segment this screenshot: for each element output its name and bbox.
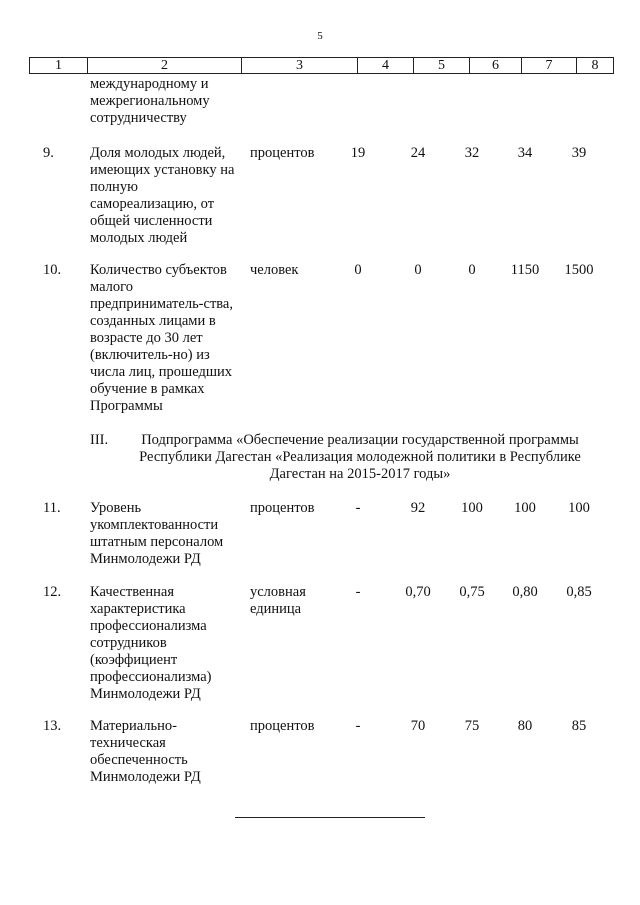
indicator-name: Количество субъектов малого предприниматель-ства, созданных лицами в возрасте до 30 лет (включитель-но) из числа лиц, прошедших обучение в рамках Программы: [90, 262, 233, 414]
header-col-7: 7: [522, 58, 577, 74]
row-number: 12.: [43, 584, 62, 600]
header-col-1: 1: [30, 58, 88, 74]
value-col-4: -: [355, 718, 361, 734]
value-col-6: 0: [468, 262, 476, 278]
value-col-5: 92: [410, 500, 426, 516]
value-col-5: 0,70: [405, 584, 431, 600]
header-col-8: 8: [577, 58, 614, 74]
page-number: 5: [317, 30, 323, 42]
subprogram-heading: [60, 432, 600, 483]
subprogram-title: Подпрограмма «Обеспечение реализации государственной программы Республики Дагестан «Реализация молодежной политики в Республике Дагестан на 2015-2017 годы»: [139, 432, 581, 482]
indicator-name: Качественная характеристика профессионализма сотрудников (коэффициент профессионализма) Минмолодежи РД: [90, 584, 212, 702]
header-col-2: 2: [88, 58, 242, 74]
value-col-4: -: [355, 500, 361, 516]
value-col-8: 1500: [564, 262, 594, 278]
value-col-7: 80: [517, 718, 533, 734]
unit-of-measure: условная единица: [250, 584, 306, 617]
row-number: 9.: [43, 145, 54, 161]
column-header-table: [29, 57, 614, 74]
header-col-3: 3: [242, 58, 358, 74]
value-col-8: 39: [571, 145, 587, 161]
indicator-name: Уровень укомплектованности штатным персоналом Минмолодежи РД: [90, 500, 224, 567]
row-number: 13.: [43, 718, 62, 734]
value-col-6: 100: [461, 500, 483, 516]
header-col-6: 6: [470, 58, 522, 74]
value-col-5: 24: [410, 145, 426, 161]
indicator-name: Материально-техническая обеспеченность Минмолодежи РД: [90, 718, 201, 785]
value-col-5: 70: [410, 718, 426, 734]
subprogram-number: III.: [90, 432, 109, 448]
value-col-7: 0,80: [512, 584, 538, 600]
value-col-6: 75: [464, 718, 480, 734]
indicator-name: Доля молодых людей, имеющих установку на полную самореализацию, от общей численности молодых людей: [90, 145, 235, 246]
value-col-4: -: [355, 584, 361, 600]
end-of-table-divider: [235, 817, 425, 818]
unit-of-measure: процентов: [250, 718, 315, 734]
row-number: 10.: [43, 262, 62, 278]
header-col-5: 5: [414, 58, 470, 74]
value-col-6: 32: [464, 145, 480, 161]
value-col-7: 1150: [510, 262, 540, 278]
value-col-7: 34: [517, 145, 533, 161]
unit-of-measure: процентов: [250, 500, 315, 516]
value-col-5: 0: [414, 262, 422, 278]
value-col-7: 100: [514, 500, 536, 516]
value-col-8: 0,85: [566, 584, 592, 600]
value-col-8: 100: [568, 500, 590, 516]
value-col-6: 0,75: [459, 584, 485, 600]
continuation-text: международному и межрегиональному сотрудничеству: [90, 76, 210, 126]
row-number: 11.: [43, 500, 61, 516]
value-col-4: 0: [354, 262, 362, 278]
header-row: [30, 58, 614, 74]
value-col-8: 85: [571, 718, 587, 734]
value-col-4: 19: [350, 145, 366, 161]
unit-of-measure: человек: [250, 262, 299, 278]
unit-of-measure: процентов: [250, 145, 315, 161]
header-col-4: 4: [358, 58, 414, 74]
